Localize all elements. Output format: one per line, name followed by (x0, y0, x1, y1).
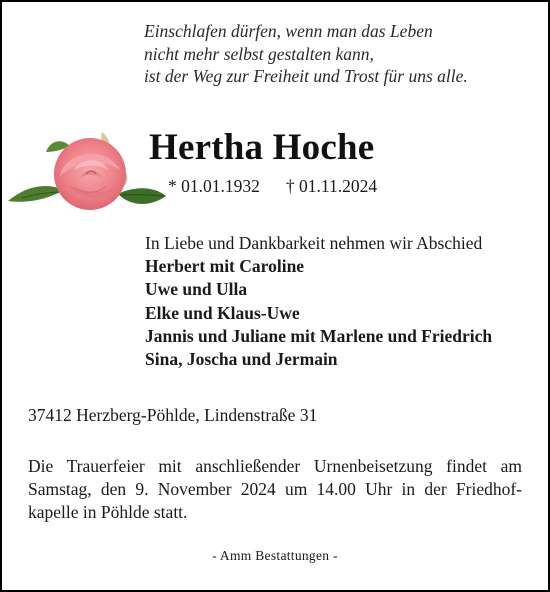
poem-line: nicht mehr selbst gestalten kann, (144, 43, 374, 64)
undertaker-credit: - Amm Bestattungen - (212, 548, 338, 563)
farewell-intro: In Liebe und Dankbarkeit nehmen wir Abschied (145, 233, 483, 253)
mourner-family: Sina, Joscha und Jermain (145, 349, 338, 370)
mourner-family: Herbert mit Caroline (145, 256, 305, 277)
funeral-line: Samstag, den 9. November 2024 um 14.00 Uhr in der Friedhof- (28, 479, 522, 499)
mourner-family: Uwe und Ulla (145, 279, 248, 300)
memorial-poem (144, 20, 468, 88)
funeral-line: Die Trauerfeier mit anschließender Urnenbeisetzung findet am (28, 456, 522, 476)
funeral-line: kapelle in Pöhlde statt. (28, 502, 188, 522)
mourner-family: Elke und Klaus-Uwe (145, 302, 300, 323)
funeral-notice (28, 455, 522, 524)
mourner-address: 37412 Herzberg-Pöhlde, Lindenstraße 31 (28, 405, 318, 425)
mourner-family: Jannis und Juliane mit Marlene und Friedrich (145, 325, 493, 346)
death-date: † 01.11.2024 (285, 176, 378, 196)
poem-line: ist der Weg zur Freiheit und Trost für uns alle. (144, 66, 468, 86)
deceased-name: Hertha Hoche (149, 127, 375, 168)
mourners-block (145, 232, 492, 371)
pink-rose-icon (6, 124, 172, 216)
poem-line: Einschlafen dürfen, wenn man das Leben (144, 21, 433, 41)
life-dates (168, 176, 377, 197)
birth-date: * 01.01.1932 (168, 176, 260, 196)
